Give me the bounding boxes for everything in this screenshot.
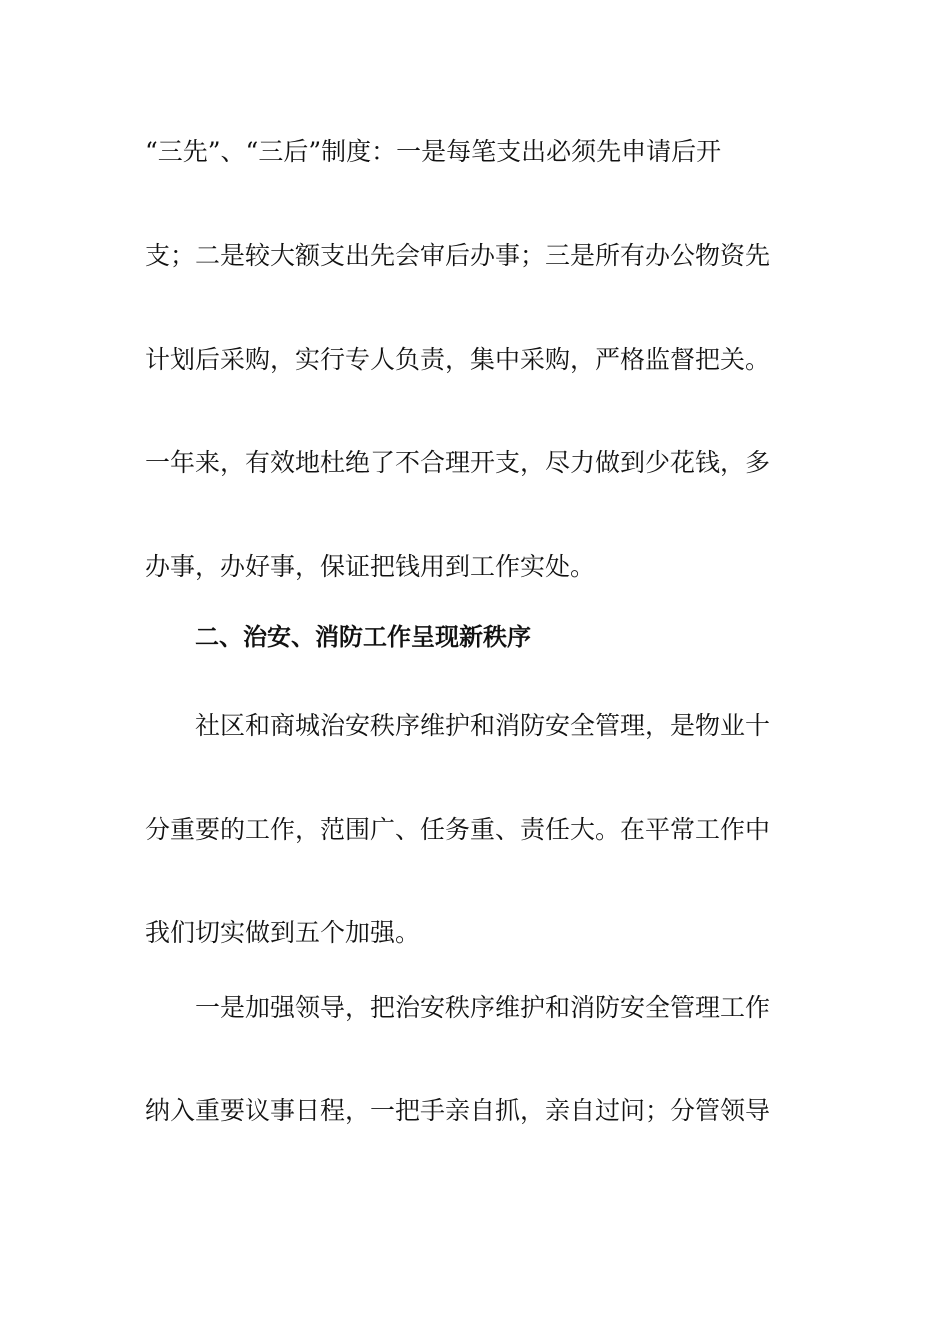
paragraph-line: 支；二是较大额支出先会审后办事；三是所有办公物资先 — [145, 241, 771, 270]
paragraph-line: 一是加强领导，把治安秩序维护和消防安全管理工作 — [195, 993, 771, 1022]
paragraph-line: 办事，办好事，保证把钱用到工作实处。 — [145, 552, 596, 581]
paragraph-line: 一年来，有效地杜绝了不合理开支，尽力做到少花钱，多 — [145, 448, 771, 477]
paragraph-line: 纳入重要议事日程，一把手亲自抓，亲自过问；分管领导 — [145, 1096, 771, 1125]
section-heading: 二、治安、消防工作呈现新秩序 — [195, 623, 531, 651]
paragraph-line: 分重要的工作，范围广、任务重、责任大。在平常工作中 — [145, 815, 771, 844]
paragraph-line: “三先”、“三后”制度：一是每笔支出必须先申请后开 — [145, 137, 722, 166]
paragraph-line: 我们切实做到五个加强。 — [145, 918, 421, 947]
paragraph-line: 计划后采购，实行专人负责，集中采购，严格监督把关。 — [145, 345, 771, 374]
paragraph-line: 社区和商城治安秩序维护和消防安全管理，是物业十 — [195, 711, 771, 740]
